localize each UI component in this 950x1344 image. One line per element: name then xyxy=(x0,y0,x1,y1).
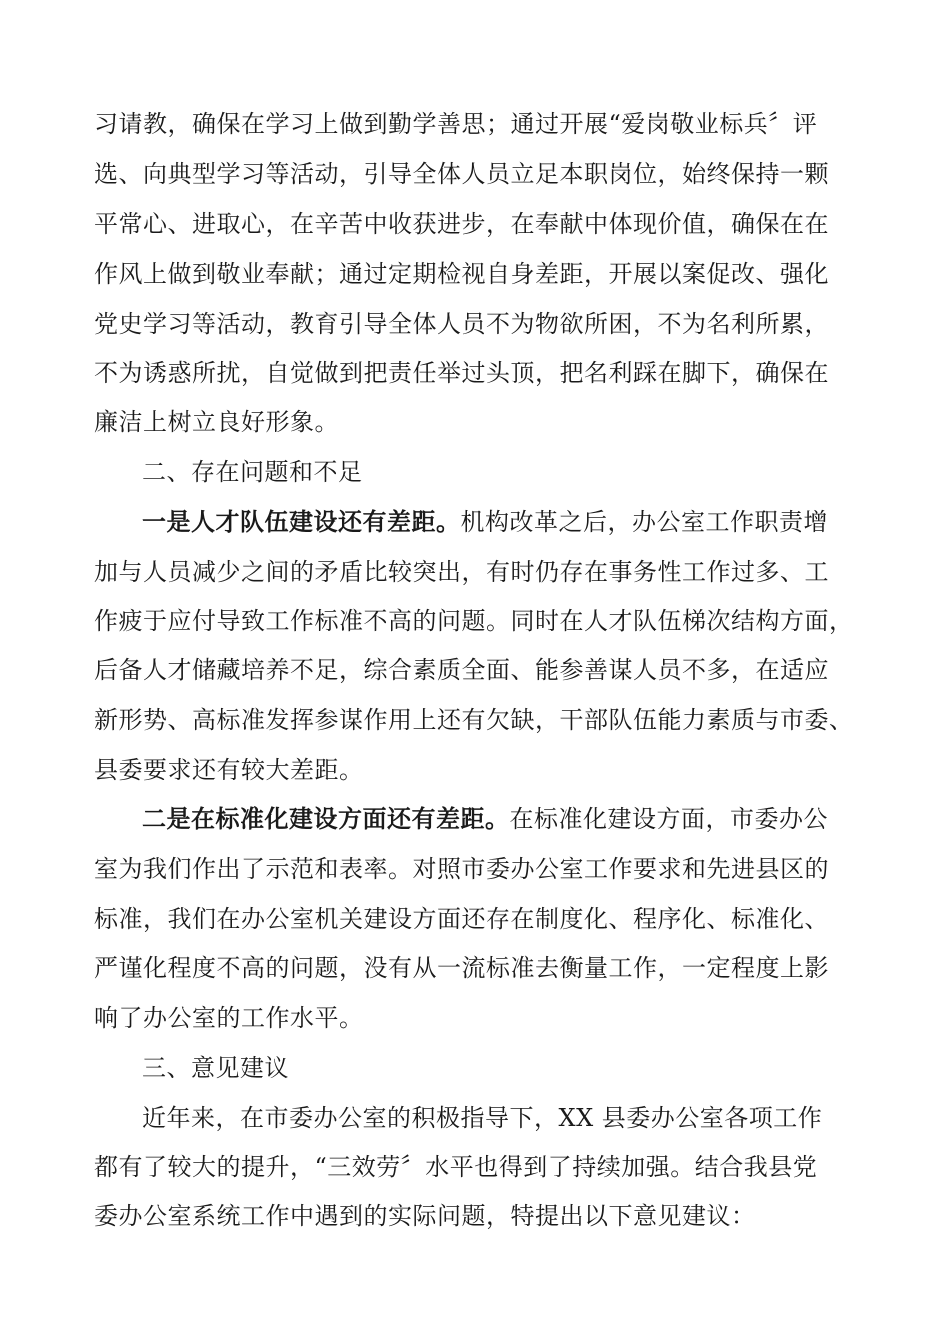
body-text-line: 严谨化程度不高的问题，没有从一流标准去衡量工作，一定程度上影 xyxy=(94,954,829,982)
item-lead-bold: 二是在标准化建设方面还有差距。 xyxy=(142,805,510,833)
item-first-line xyxy=(142,802,828,836)
body-text-line: 县委要求还有较大差距。 xyxy=(94,756,364,784)
body-text-line: 委办公室系统工作中遇到的实际问题，特提出以下意见建议： xyxy=(94,1202,756,1230)
item-first-line xyxy=(142,505,828,539)
body-text-line: 都有了较大的提升，“三效劳〞水平也得到了持续加强。结合我县党 xyxy=(94,1153,818,1181)
body-text-line: 作疲于应付导致工作标准不高的问题。同时在人才队伍梯次结构方面， xyxy=(94,607,854,635)
section-heading: 三、意见建议 xyxy=(142,1054,289,1082)
body-text-line: 新形势、高标准发挥参谋作用上还有欠缺，干部队伍能力素质与市委、 xyxy=(94,706,854,734)
body-text-line: 平常心、进取心，在辛苦中收获进步，在奉献中体现价值，确保在在 xyxy=(94,210,829,238)
body-text-line: 廉洁上树立良好形象。 xyxy=(94,408,339,436)
body-text-line: 近年来，在市委办公室的积极指导下，XX 县委办公室各项工作 xyxy=(142,1104,823,1132)
body-text-line: 作风上做到敬业奉献；通过定期检视自身差距，开展以案促改、强化 xyxy=(94,260,829,288)
body-text-line: 后备人才储藏培养不足，综合素质全面、能参善谋人员不多，在适应 xyxy=(94,656,829,684)
body-text-line: 选、向典型学习等活动，引导全体人员立足本职岗位，始终保持一颗 xyxy=(94,160,829,188)
body-text-line: 习请教，确保在学习上做到勤学善思；通过开展“爱岗敬业标兵〞评 xyxy=(94,110,818,138)
section-heading: 二、存在问题和不足 xyxy=(142,458,363,486)
body-text-line: 党史学习等活动，教育引导全体人员不为物欲所困，不为名利所累， xyxy=(94,310,829,338)
body-text-line: 室为我们作出了示范和表率。对照市委办公室工作要求和先进县区的 xyxy=(94,855,829,883)
item-lead-rest: 机构改革之后，办公室工作职责增 xyxy=(460,508,828,536)
body-text-line: 响了办公室的工作水平。 xyxy=(94,1004,364,1032)
body-text-line: 标准，我们在办公室机关建设方面还存在制度化、程序化、标准化、 xyxy=(94,905,829,933)
body-text-line: 加与人员减少之间的矛盾比较突出，有时仍存在事务性工作过多、工 xyxy=(94,558,829,586)
item-lead-bold: 一是人才队伍建设还有差距。 xyxy=(142,508,461,536)
item-lead-rest: 在标准化建设方面，市委办公 xyxy=(509,805,828,833)
body-text-line: 不为诱惑所扰，自觉做到把责任举过头顶，把名利踩在脚下，确保在 xyxy=(94,359,829,387)
